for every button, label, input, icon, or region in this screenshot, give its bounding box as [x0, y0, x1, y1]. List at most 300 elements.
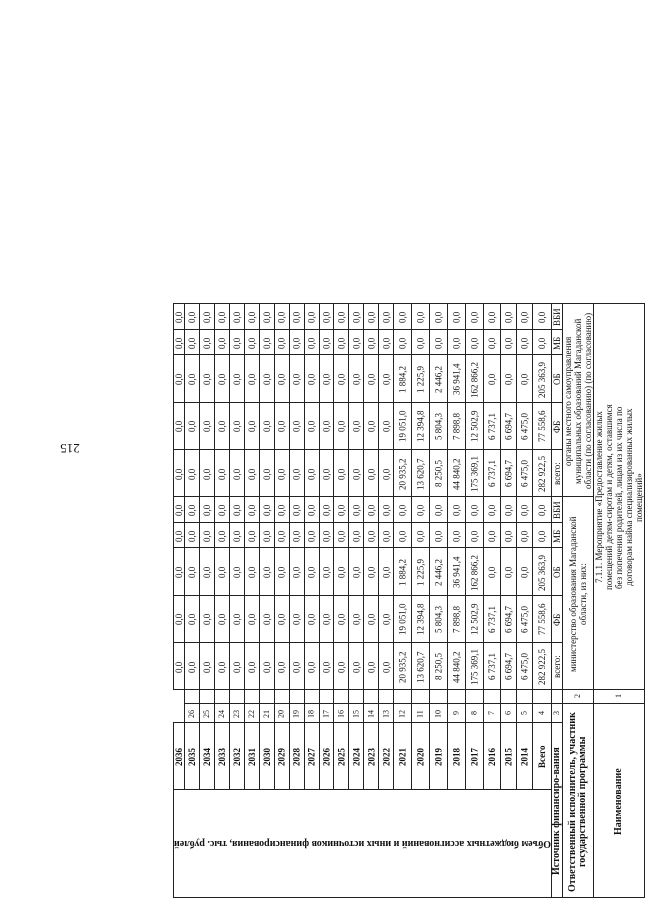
value-cell-text: 0,0 [321, 373, 332, 386]
column-index-text: 3 [552, 710, 561, 715]
source-cell-text: ФБ [552, 420, 562, 433]
value-cell [448, 304, 466, 330]
value-cell [364, 355, 379, 402]
value-cell-text: 0,0 [187, 468, 198, 480]
column-index [448, 704, 466, 723]
value-cell [394, 402, 412, 449]
value-cell-text: 6 475,0 [519, 413, 530, 441]
value-cell [259, 329, 274, 355]
source-cell-text: ФБ [552, 613, 562, 626]
total-cell-text: 0,0 [537, 337, 548, 349]
value-cell-text: 0,0 [174, 421, 185, 433]
value-cell-text: 0,0 [187, 311, 198, 324]
value-cell [244, 497, 259, 523]
empty-cell [394, 690, 412, 704]
empty-cell [500, 690, 516, 704]
value-cell-text: 0,0 [216, 337, 227, 349]
value-cell-text: 0,0 [381, 566, 392, 579]
source-cell [552, 642, 563, 689]
value-cell [304, 497, 319, 523]
value-cell [484, 449, 500, 496]
value-cell-text: 0,0 [291, 468, 302, 480]
empty-cell [552, 690, 563, 704]
value-cell [304, 329, 319, 355]
value-cell-text: 0,0 [433, 530, 444, 542]
total-cell [533, 595, 552, 642]
value-cell-text: 0,0 [246, 468, 257, 480]
value-cell-text: 0,0 [306, 421, 317, 433]
column-index [466, 704, 484, 723]
value-cell [274, 329, 289, 355]
column-index-text: 16 [336, 710, 346, 719]
value-cell [349, 355, 364, 402]
value-cell [334, 402, 349, 449]
column-index [594, 690, 645, 704]
value-cell [319, 329, 334, 355]
value-cell [349, 449, 364, 496]
value-cell-text: 0,0 [276, 566, 287, 579]
value-cell [200, 642, 215, 689]
value-cell [430, 402, 448, 449]
value-cell-text: 0,0 [202, 661, 212, 673]
total-cell-text: 0,0 [537, 504, 548, 517]
value-cell-text: 6 737,1 [486, 653, 497, 681]
total-cell-text: 205 363,9 [537, 554, 548, 591]
value-cell-text: 0,0 [174, 504, 185, 517]
source-cell [552, 355, 563, 402]
value-cell [412, 497, 430, 523]
value-cell-text: 0,0 [306, 504, 317, 517]
value-cell [319, 548, 334, 595]
value-cell-text: 0,0 [291, 614, 302, 626]
column-index [214, 704, 229, 723]
value-cell-text: 0,0 [336, 337, 347, 349]
year-header [274, 722, 289, 789]
value-cell-text: 0,0 [202, 614, 212, 626]
value-cell [259, 595, 274, 642]
value-cell [379, 304, 394, 330]
value-cell-text: 0,0 [187, 661, 198, 673]
empty-cell [379, 690, 394, 704]
value-cell-text: 0,0 [336, 504, 347, 517]
value-cell-text: 7 898,8 [451, 413, 462, 441]
value-cell [244, 595, 259, 642]
column-index [412, 704, 430, 723]
value-cell-text: 0,0 [366, 468, 377, 480]
value-cell-text: 0,0 [469, 504, 480, 517]
value-cell-text: 0,0 [321, 337, 332, 349]
value-cell [379, 402, 394, 449]
value-cell-text: 6 475,0 [519, 606, 530, 634]
column-index [394, 704, 412, 723]
value-cell-text: 0,0 [351, 311, 362, 324]
year-header-text: 2030 [261, 747, 272, 766]
value-cell [412, 449, 430, 496]
year-header [484, 722, 500, 789]
value-cell [214, 402, 229, 449]
year-header-text: 2033 [216, 747, 227, 766]
value-cell [185, 642, 200, 689]
column-index [484, 704, 500, 723]
value-cell-text: 0,0 [366, 311, 377, 324]
column-index-text: 21 [261, 710, 271, 719]
year-header-text: 2036 [174, 747, 185, 766]
total-cell [533, 355, 552, 402]
value-cell [319, 522, 334, 548]
total-cell-text: 282 922,5 [537, 455, 548, 492]
empty-cell [244, 690, 259, 704]
value-cell [516, 642, 532, 689]
value-cell [274, 304, 289, 330]
value-cell-text: 1 225,9 [415, 559, 426, 587]
value-cell [214, 304, 229, 330]
empty-cell [289, 690, 304, 704]
value-cell [200, 355, 215, 402]
value-cell [229, 642, 244, 689]
value-cell [200, 402, 215, 449]
value-cell-text: 0,0 [451, 337, 462, 349]
value-cell [200, 329, 215, 355]
value-cell-text: 0,0 [415, 530, 426, 542]
value-cell [412, 595, 430, 642]
column-index [289, 704, 304, 723]
value-cell-text: 0,0 [321, 530, 332, 542]
value-cell [274, 449, 289, 496]
total-cell [533, 642, 552, 689]
value-cell-text: 0,0 [351, 337, 362, 349]
value-cell-text: 0,0 [306, 373, 317, 386]
value-cell [364, 595, 379, 642]
year-header [200, 722, 215, 789]
empty-cell [466, 690, 484, 704]
empty-cell [259, 690, 274, 704]
value-cell-text: 6 475,0 [519, 460, 530, 488]
year-header [185, 722, 200, 789]
value-cell [500, 642, 516, 689]
value-cell [334, 329, 349, 355]
value-cell [466, 402, 484, 449]
value-cell [412, 355, 430, 402]
budget-table [173, 303, 645, 898]
empty-cell [484, 690, 500, 704]
value-cell [244, 642, 259, 689]
empty-cell [319, 690, 334, 704]
year-header [259, 722, 274, 789]
value-cell [349, 522, 364, 548]
value-cell-text: 0,0 [351, 566, 362, 579]
value-cell-text: 0,0 [216, 311, 227, 324]
value-cell-text: 0,0 [291, 504, 302, 517]
value-cell [244, 329, 259, 355]
value-cell [334, 304, 349, 330]
total-cell [533, 548, 552, 595]
empty-cell [214, 690, 229, 704]
year-header-text: 2019 [433, 747, 444, 766]
value-cell-text: 19 051,0 [397, 411, 408, 443]
value-cell-text: 0,0 [246, 421, 257, 433]
value-cell [466, 548, 484, 595]
column-index-text: 12 [397, 710, 407, 719]
value-cell [379, 595, 394, 642]
value-cell-text: 0,0 [366, 661, 377, 673]
value-cell [448, 522, 466, 548]
column-index [259, 704, 274, 723]
value-cell-text: 0,0 [291, 337, 302, 349]
value-cell [484, 642, 500, 689]
value-cell [319, 497, 334, 523]
value-cell-text: 0,0 [321, 614, 332, 626]
value-cell [200, 449, 215, 496]
value-cell-text: 12 502,9 [469, 411, 480, 443]
value-cell-text: 0,0 [321, 468, 332, 480]
value-cell-text: 12 394,8 [415, 604, 426, 636]
value-cell-text: 162 866,2 [469, 554, 480, 591]
value-cell-text: 5 804,3 [433, 606, 444, 634]
value-cell-text: 0,0 [261, 530, 272, 542]
year-header [244, 722, 259, 789]
value-cell-text: 0,0 [415, 504, 426, 517]
value-cell-text: 0,0 [231, 468, 242, 480]
value-cell-text: 0,0 [381, 337, 392, 349]
source-cell [552, 548, 563, 595]
value-cell-text: 0,0 [276, 614, 287, 626]
value-cell [289, 449, 304, 496]
value-cell [448, 449, 466, 496]
value-cell [214, 595, 229, 642]
value-cell-text: 0,0 [486, 566, 497, 579]
value-cell-text: 0,0 [187, 504, 198, 517]
value-cell-text: 0,0 [433, 337, 444, 349]
value-cell [349, 595, 364, 642]
responsible-cell [563, 304, 594, 497]
value-cell [484, 355, 500, 402]
column-index [500, 704, 516, 723]
value-cell-text: 19 051,0 [397, 604, 408, 636]
value-cell-text: 0,0 [261, 311, 272, 324]
year-header-text: 2022 [381, 747, 392, 766]
value-cell [379, 522, 394, 548]
value-cell [379, 642, 394, 689]
value-cell-text: 0,0 [174, 337, 185, 349]
value-cell-text: 0,0 [336, 566, 347, 579]
data-row [174, 449, 645, 496]
value-cell [364, 449, 379, 496]
value-cell-text: 0,0 [351, 468, 362, 480]
value-cell [174, 402, 185, 449]
year-header-text: 2024 [351, 747, 362, 766]
value-cell [274, 355, 289, 402]
year-header [448, 722, 466, 789]
value-cell [466, 355, 484, 402]
value-cell [214, 522, 229, 548]
column-index [552, 704, 563, 723]
value-cell-text: 0,0 [366, 614, 377, 626]
value-cell [259, 304, 274, 330]
value-cell-text: 6 694,7 [503, 606, 514, 634]
value-cell [364, 304, 379, 330]
value-cell-text: 20 935,2 [397, 651, 408, 683]
year-header-text: 2029 [276, 747, 287, 766]
value-cell [229, 402, 244, 449]
value-cell-text: 0,0 [202, 468, 212, 480]
year-header [466, 722, 484, 789]
year-header [319, 722, 334, 789]
value-cell-text: 0,0 [321, 661, 332, 673]
column-index-text: 19 [291, 710, 301, 719]
value-cell [334, 595, 349, 642]
value-cell [244, 449, 259, 496]
value-cell [500, 595, 516, 642]
value-cell-text: 12 502,9 [469, 604, 480, 636]
value-cell-text: 0,0 [174, 468, 185, 480]
value-cell-text: 0,0 [187, 614, 198, 626]
value-cell [259, 642, 274, 689]
value-cell [500, 497, 516, 523]
value-cell [304, 548, 319, 595]
value-cell-text: 0,0 [366, 504, 377, 517]
value-cell-text: 44 840,2 [451, 458, 462, 490]
value-cell [379, 548, 394, 595]
value-cell [379, 355, 394, 402]
year-header [430, 722, 448, 789]
value-cell [319, 355, 334, 402]
value-cell [289, 402, 304, 449]
value-cell [174, 595, 185, 642]
value-cell [229, 355, 244, 402]
value-cell-text: 6 737,1 [486, 606, 497, 634]
value-cell-text: 0,0 [291, 566, 302, 579]
value-cell [289, 642, 304, 689]
value-cell-text: 0,0 [381, 421, 392, 433]
responsible-cell-text: министерство образования Магаданской области, из них: [568, 516, 588, 672]
value-cell [412, 304, 430, 330]
value-cell [229, 522, 244, 548]
value-cell [174, 548, 185, 595]
value-cell [364, 402, 379, 449]
value-cell-text: 0,0 [336, 468, 347, 480]
header-name [594, 704, 645, 898]
value-cell-text: 0,0 [306, 468, 317, 480]
year-header-text: 2031 [246, 747, 257, 766]
value-cell-text: 0,0 [261, 661, 272, 673]
value-cell-text: 0,0 [246, 504, 257, 517]
value-cell [274, 497, 289, 523]
value-cell [466, 304, 484, 330]
value-cell [412, 329, 430, 355]
value-cell [430, 595, 448, 642]
value-cell [334, 642, 349, 689]
value-cell [430, 329, 448, 355]
value-cell [185, 355, 200, 402]
value-cell [484, 402, 500, 449]
value-cell-text: 0,0 [415, 311, 426, 324]
value-cell-text: 0,0 [469, 530, 480, 542]
value-cell [466, 595, 484, 642]
value-cell-text: 5 804,3 [433, 413, 444, 441]
value-cell [349, 642, 364, 689]
total-cell [533, 522, 552, 548]
value-cell [274, 595, 289, 642]
value-cell-text: 0,0 [261, 373, 272, 386]
column-index-text: 2 [573, 694, 582, 699]
value-cell [484, 497, 500, 523]
value-cell [274, 548, 289, 595]
column-index-text: 11 [415, 710, 425, 719]
value-cell [500, 304, 516, 330]
column-index [185, 704, 200, 723]
value-cell-text: 0,0 [486, 337, 497, 349]
value-cell-text: 0,0 [336, 421, 347, 433]
year-header-text: 2015 [503, 747, 514, 766]
value-cell-text: 2 446,2 [433, 559, 444, 587]
source-cell-text: всего: [552, 655, 562, 679]
year-header-text: 2025 [336, 747, 347, 766]
year-header [229, 722, 244, 789]
value-cell [448, 595, 466, 642]
empty-cell [430, 690, 448, 704]
source-cell-text: ВБИ [552, 308, 562, 327]
value-cell [349, 402, 364, 449]
value-cell [185, 329, 200, 355]
value-cell [185, 522, 200, 548]
value-cell [448, 548, 466, 595]
value-cell-text: 0,0 [246, 530, 257, 542]
column-index [364, 704, 379, 723]
value-cell-text: 0,0 [187, 337, 198, 349]
header-source [552, 722, 563, 897]
total-cell-text: 282 922,5 [537, 648, 548, 685]
value-cell-text: 36 941,4 [451, 363, 462, 396]
value-cell-text: 0,0 [306, 566, 317, 579]
value-cell-text: 0,0 [321, 504, 332, 517]
empty-cell [516, 690, 532, 704]
year-header-text: 2027 [306, 747, 317, 766]
value-cell [174, 522, 185, 548]
value-cell-text: 0,0 [351, 373, 362, 386]
value-cell-text: 0,0 [306, 614, 317, 626]
value-cell [466, 449, 484, 496]
year-header [516, 722, 532, 789]
value-cell-text: 8 250,5 [433, 460, 444, 488]
responsible-cell [563, 497, 594, 690]
value-cell-text: 0,0 [306, 530, 317, 542]
value-cell [430, 497, 448, 523]
value-cell-text: 0,0 [486, 530, 497, 542]
value-cell-text: 2 446,2 [433, 366, 444, 394]
value-cell-text: 0,0 [276, 468, 287, 480]
value-cell-text: 0,0 [381, 661, 392, 673]
value-cell [214, 449, 229, 496]
value-cell [229, 329, 244, 355]
value-cell-text: 0,0 [351, 614, 362, 626]
value-cell [516, 402, 532, 449]
column-index-text: 24 [216, 710, 226, 719]
column-index [229, 704, 244, 723]
value-cell [484, 329, 500, 355]
column-index [319, 704, 334, 723]
value-cell-text: 0,0 [216, 566, 227, 579]
value-cell-text: 0,0 [433, 311, 444, 324]
column-index-text: 26 [187, 710, 197, 719]
value-cell-text: 0,0 [202, 311, 212, 324]
value-cell-text: 0,0 [174, 530, 185, 542]
index-row-left [174, 690, 645, 704]
column-index-text: 15 [351, 710, 361, 719]
value-cell-text: 0,0 [261, 468, 272, 480]
value-cell [334, 497, 349, 523]
value-cell [516, 449, 532, 496]
value-cell-text: 0,0 [351, 504, 362, 517]
